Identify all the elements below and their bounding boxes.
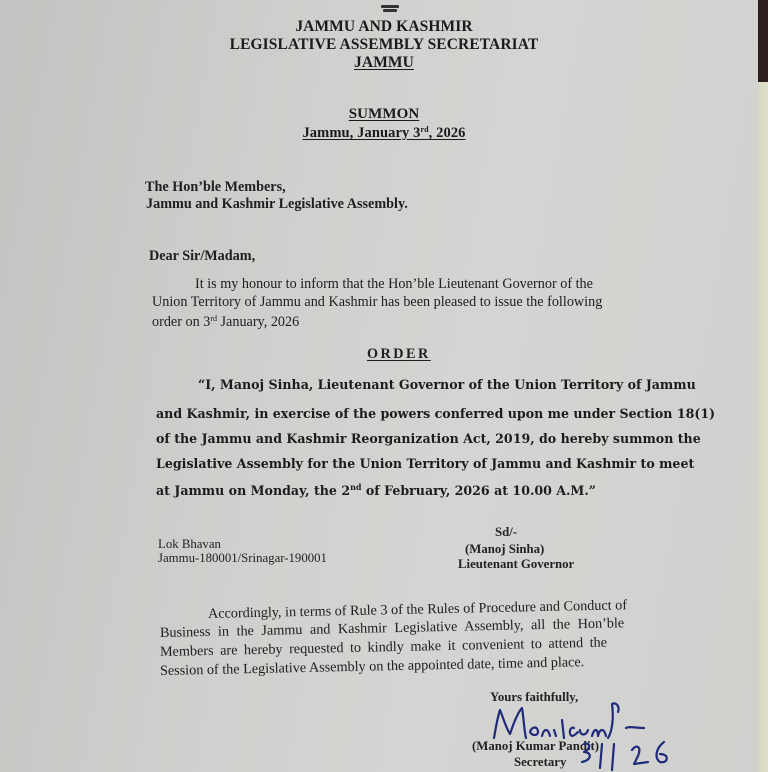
letterhead-line-2: LEGISLATIVE ASSEMBLY SECRETARIAT	[229, 36, 539, 53]
letterhead-line-1: JAMMU AND KASHMIR	[295, 18, 473, 35]
order-line-2: and Kashmir, in exercise of the powers conferred upon me under Section 18(1)	[156, 406, 716, 421]
paper-edge	[758, 82, 768, 772]
order-line-3: of the Jammu and Kashmir Reorganization Act, 2019, do hereby summon the	[156, 431, 701, 446]
valediction: Yours faithfully,	[490, 690, 579, 704]
order-line-4: Legislative Assembly for the Union Territory of Jammu and Kashmir to meet	[156, 456, 695, 471]
lg-sd-mark: Sd/-	[495, 525, 518, 539]
issuer-address-line-2: Jammu-180001/Srinagar-190001	[158, 551, 327, 565]
request-line-3: Members are hereby requested to kindly make it convenient to attend the	[159, 634, 608, 660]
secretary-name: (Manoj Kumar Pandit)	[472, 739, 600, 753]
request-line-4: Session of the Legislative Assembly on the appointed date, time and place.	[159, 654, 585, 679]
order-line-5: at Jammu on Monday, the 2nd of February, 2026 at 10.00 A.M.”	[156, 482, 596, 498]
lg-designation: Lieutenant Governor	[458, 557, 575, 571]
request-line-2: Business in the Jammu and Kashmir Legislative Assembly, all the Hon’ble	[159, 615, 625, 641]
addressee-line-2: Jammu and Kashmir Legislative Assembly.	[146, 196, 408, 212]
state-emblem-icon	[381, 5, 399, 14]
lg-name: (Manoj Sinha)	[465, 542, 545, 556]
letterhead-line-3: JAMMU	[354, 54, 414, 71]
salutation: Dear Sir/Madam,	[149, 248, 256, 264]
intro-line-1: It is my honour to inform that the Hon’ble Lieutenant Governor of the	[195, 276, 593, 292]
issuer-address-line-1: Lok Bhavan	[158, 537, 221, 551]
intro-line-3: order on 3rd January, 2026	[152, 314, 300, 330]
request-line-1: Accordingly, in terms of Rule 3 of the Rules of Procedure and Conduct of	[207, 597, 628, 622]
dateline: Jammu, January 3rd, 2026	[302, 125, 466, 141]
intro-line-2: Union Territory of Jammu and Kashmir has been pleased to issue the following	[152, 294, 603, 310]
document-title: SUMMON	[348, 106, 420, 122]
order-line-1: “I, Manoj Sinha, Lieutenant Governor of the Union Territory of Jammu	[198, 377, 696, 392]
addressee-line-1: The Hon’ble Members,	[145, 179, 286, 195]
secretary-designation: Secretary	[514, 755, 567, 769]
handwritten-signature	[488, 698, 688, 772]
order-heading: ORDER	[367, 346, 431, 362]
